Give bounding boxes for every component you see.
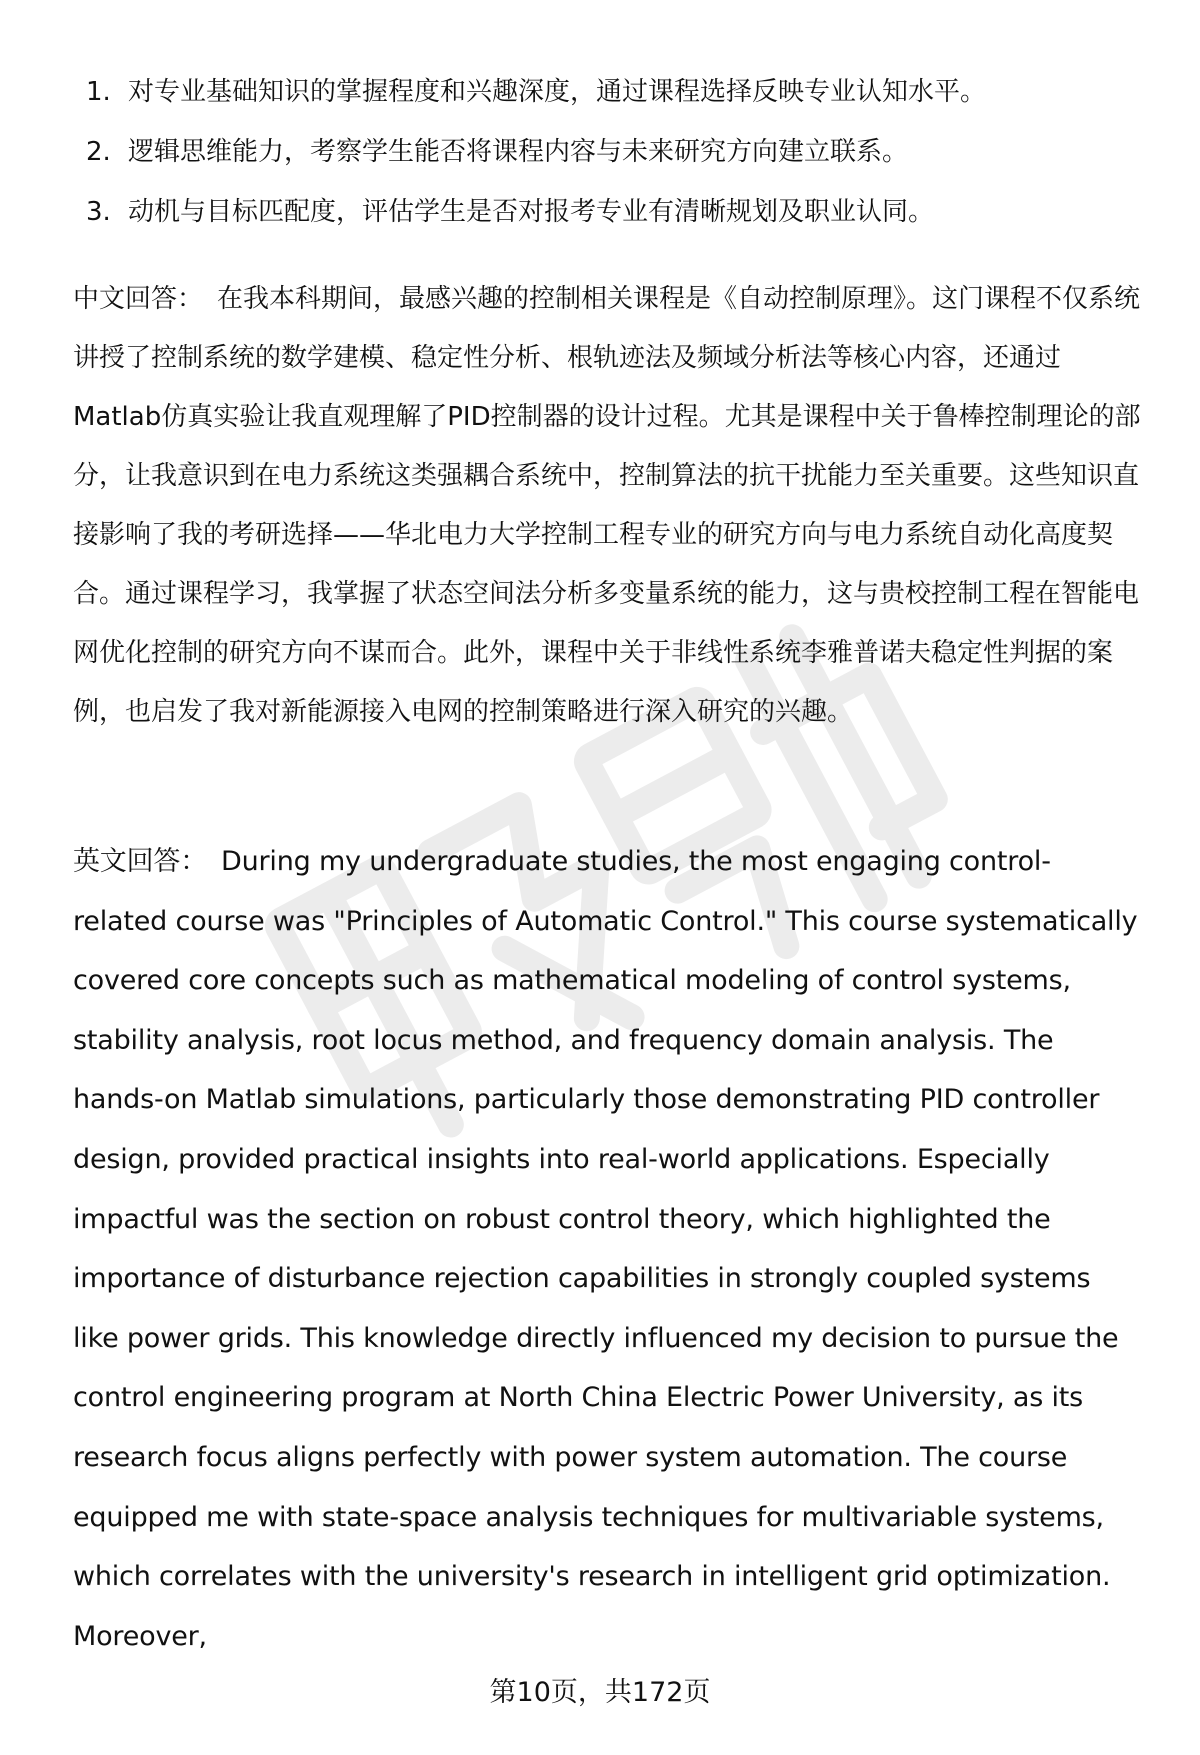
- page-number-footer: 第10页，共172页: [489, 1677, 711, 1708]
- english-answer-paragraph: [73, 832, 1143, 1666]
- criteria-number: 2.: [86, 137, 111, 167]
- evaluation-criteria-list: [86, 62, 1146, 242]
- criteria-text: 逻辑思维能力，考察学生能否将课程内容与未来研究方向建立联系。: [128, 137, 909, 167]
- criteria-item-1: [86, 62, 1146, 122]
- chinese-answer-text: 在我本科期间，最感兴趣的控制相关课程是《自动控制原理》。这门课程不仅系统讲授了控制系统的数学建模、稳定性分析、根轨迹法及频域分析法等核心内容，还通过Matlab仿真实验让我直观理解了PID控制器的设计过程。尤其是课程中关于鲁棒控制理论的部分，让我意识到在电力系统这类强耦合系统中，控制算法的抗干扰能力至关重要。这些知识直接影响了我的考研选择——华北电力大学控制工程专业的研究方向与电力系统自动化高度契合。通过课程学习，我掌握了状态空间法分析多变量系统的能力，这与贵校控制工程在智能电网优化控制的研究方向不谋而合。此外，课程中关于非线性系统李雅普诺夫稳定性判据的案例，也启发了我对新能源接入电网的控制策略进行深入研究的兴趣。: [73, 284, 1141, 727]
- chinese-answer-paragraph: [73, 270, 1143, 742]
- chinese-answer-label: 中文回答：: [73, 284, 204, 314]
- criteria-item-3: [86, 182, 1146, 242]
- criteria-item-2: [86, 122, 1146, 182]
- english-answer-text: During my undergraduate studies, the most engaging control-related course was "Principles of Automatic Control." This course systematically covered core concepts such as mathematical modeling of control systems, stability analysis, root locus method, and frequency domain analysis. The hands-on Matlab simulations, particularly those demonstrating PID controller design, provided practical insights into real-world applications. Especially impactful was the section on robust control theory, which highlighted the importance of disturbance rejection capabilities in strongly coupled systems like power grids. This knowledge directly influenced my decision to pursue the control engineering program at North China Electric Power University, as its research focus aligns perfectly with power system automation. The course equipped me with state-space analysis techniques for multivariable systems, which correlates with the university's research in intelligent grid optimization. Moreover,: [73, 846, 1138, 1652]
- criteria-number: 1.: [86, 77, 111, 107]
- english-answer-label: 英文回答：: [73, 846, 207, 877]
- criteria-text: 对专业基础知识的掌握程度和兴趣深度，通过课程选择反映专业认知水平。: [128, 77, 987, 107]
- criteria-number: 3.: [86, 197, 111, 227]
- criteria-text: 动机与目标匹配度，评估学生是否对报考专业有清晰规划及职业认同。: [128, 197, 935, 227]
